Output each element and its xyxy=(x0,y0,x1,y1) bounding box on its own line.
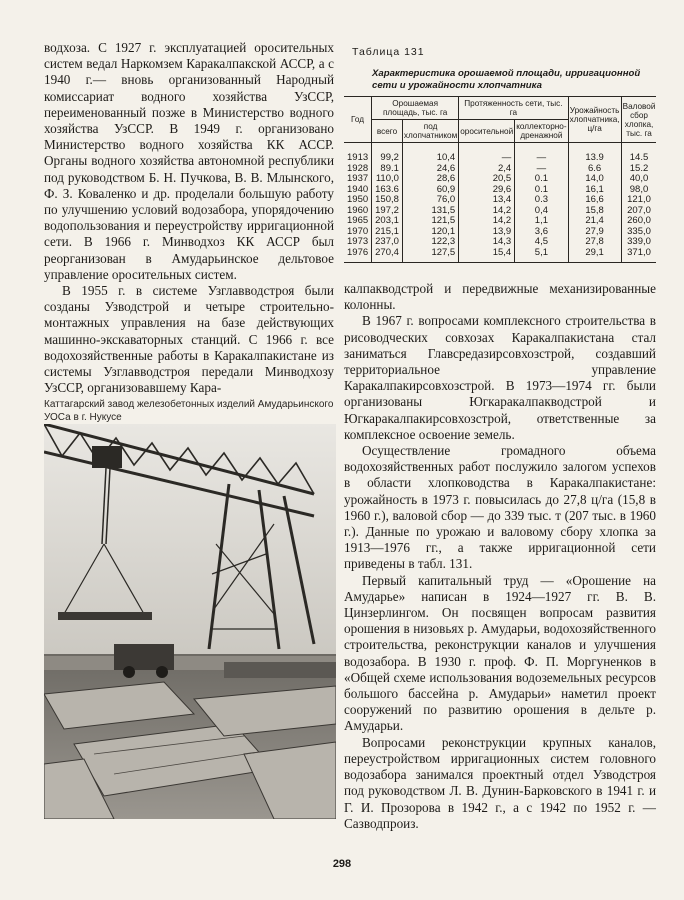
right-text-column xyxy=(344,281,656,832)
cell-gross: 335,0 xyxy=(621,227,656,238)
header-yield: Урожайность хлопчатника, ц/га xyxy=(568,97,621,143)
header-total: всего xyxy=(372,120,403,143)
paragraph: Осуществление громадного объема водохозяйственных работ послужило залогом успехов в области хлопководства в Каракалпакистане: урожайность в 1973 г. повысилась до 27,8 ц/га (15,8 в 1960 г.), валовой сбор — до 339 тыс. т (207 тыс. в 1960 г.). Данные по урожаю и валовому сбору хлопка за 1913—1976 гг., а также ирригационной сети приведены в табл. 131. xyxy=(344,443,656,572)
header-drainage: коллекторно-дренажной xyxy=(515,120,568,143)
cell-total: 203,1 xyxy=(372,216,403,227)
cell-yield: 16,1 xyxy=(568,185,621,196)
cell-year: 1928 xyxy=(344,164,372,175)
page-number: 298 xyxy=(332,858,352,870)
cell-irrigation: 13,4 xyxy=(459,195,515,206)
cell-under-cotton: 24,6 xyxy=(402,164,458,175)
cell-drainage: 4,5 xyxy=(515,237,568,248)
paragraph: Вопросами реконструкции крупных каналов, переустройством ирригационных систем головного водозабора занимался проектный отдел Узводстроя под руководством Л. В. Дунин-Барковского в 1941 г. и Г. И. Прозорова в 1942 г., а с 1942 по 1952 г. — Сазводпроиз. xyxy=(344,734,656,831)
paragraph: калпакводстрой и передвижные механизированные колонны. xyxy=(344,281,656,313)
cell-yield: 27,9 xyxy=(568,227,621,238)
cell-total: 197,2 xyxy=(372,206,403,217)
header-year: Год xyxy=(344,97,372,143)
cell-total: 150,8 xyxy=(372,195,403,206)
cell-year: 1965 xyxy=(344,216,372,227)
cell-irrigation: 14,2 xyxy=(459,206,515,217)
cell-irrigation: — xyxy=(459,143,515,164)
paragraph: Первый капитальный труд — «Орошение на Амударье» написан в 1924—1927 гг. В. В. Цинзерлингом. Он посвящен вопросам развития орошения в низовьях р. Амударьи, водохозяйственного строительства, реконструкции каналов и улучшения водозабора. В 1930 г. проф. Ф. П. Моргуненков в «Общей схеме использования водоземельных ресурсов большого бассейна р. Амударьи» наметил проект сооружений по развитию орошения в дельте р. Амударьи. xyxy=(344,572,656,734)
cell-yield: 6.6 xyxy=(568,164,621,175)
table-body xyxy=(344,143,656,263)
cell-year: 1976 xyxy=(344,248,372,263)
cell-yield: 29,1 xyxy=(568,248,621,263)
gantry-crane-photo xyxy=(44,424,336,819)
photo-caption: Каттагарский завод железобетонных изделий Амударьинского УОСа в г. Нукусе xyxy=(44,399,334,423)
paragraph: В 1955 г. в системе Узглавводстроя были созданы Узводстрой и четыре строительно-монтажных управления на базе действующих машинно-экскаваторных станций. С 1966 г. все водохозяйственные работы в Каракалпакистане из системы Узглавводстроя передали Минводхозу УзССР, организовавшему Кара- xyxy=(44,283,334,396)
table-row xyxy=(344,216,656,227)
cell-irrigation: 14,2 xyxy=(459,216,515,227)
left-text-column xyxy=(44,40,334,396)
table-row xyxy=(344,237,656,248)
table-row xyxy=(344,195,656,206)
cell-yield: 14,0 xyxy=(568,174,621,185)
right-column xyxy=(344,40,656,832)
cell-year: 1913 xyxy=(344,143,372,164)
header-gross: Валовой сбор хлопка, тыс. га xyxy=(621,97,656,143)
cell-drainage: 3,6 xyxy=(515,227,568,238)
cell-irrigation: 13,9 xyxy=(459,227,515,238)
cell-under-cotton: 120,1 xyxy=(402,227,458,238)
header-network-length: Протяженность сети, тыс. га xyxy=(459,97,568,120)
cell-year: 1973 xyxy=(344,237,372,248)
cell-yield: 13.9 xyxy=(568,143,621,164)
header-irrigation: оросительной xyxy=(459,120,515,143)
cell-gross: 371,0 xyxy=(621,248,656,263)
paragraph: В 1967 г. вопросами комплексного строительства в рисоводческих совхозах Каракалпакистана стал заниматься Главсредазирсовхозстрой, создавший территориальное управление Каракалпакирсовхозстрой. В 1973—1974 гг. были организованы Югкаракалпакводстрой и Югкаракалпакирсовхозстрой, ответственные за комплексное освоение земель. xyxy=(344,313,656,442)
cell-total: 215,1 xyxy=(372,227,403,238)
cell-year: 1960 xyxy=(344,206,372,217)
cell-irrigation: 15,4 xyxy=(459,248,515,263)
cell-drainage: 5,1 xyxy=(515,248,568,263)
cell-under-cotton: 127,5 xyxy=(402,248,458,263)
cell-under-cotton: 60,9 xyxy=(402,185,458,196)
cell-drainage: — xyxy=(515,164,568,175)
cell-irrigation: 29,6 xyxy=(459,185,515,196)
header-irrigated-area: Орошаемая площадь, тыс. га xyxy=(372,97,459,120)
cell-gross: 339,0 xyxy=(621,237,656,248)
cell-total: 110,0 xyxy=(372,174,403,185)
cell-year: 1970 xyxy=(344,227,372,238)
cell-gross: 40,0 xyxy=(621,174,656,185)
irrigation-table xyxy=(344,96,656,263)
cell-total: 237,0 xyxy=(372,237,403,248)
header-under-cotton: под хлопчатником xyxy=(402,120,458,143)
table-row xyxy=(344,174,656,185)
cell-total: 163.6 xyxy=(372,185,403,196)
cell-under-cotton: 28,6 xyxy=(402,174,458,185)
table-row xyxy=(344,248,656,263)
cell-gross: 98,0 xyxy=(621,185,656,196)
photo-illustration xyxy=(44,424,336,819)
cell-under-cotton: 121,5 xyxy=(402,216,458,227)
cell-irrigation: 2,4 xyxy=(459,164,515,175)
cell-gross: 121,0 xyxy=(621,195,656,206)
cell-under-cotton: 122,3 xyxy=(402,237,458,248)
table-title: Таблица 131 xyxy=(352,46,425,58)
cell-yield: 15,8 xyxy=(568,206,621,217)
cell-under-cotton: 131,5 xyxy=(402,206,458,217)
paragraph: водхоза. С 1927 г. эксплуатацией оросительных систем ведал Наркомзем Каракалпакской АССР, а с 1940 г.— вновь организованный Народный комиссариат водного хозяйства УзССР, переименованный позже в Министерство водного хозяйства УзССР. В 1949 г. организовано Министерство водного хозяйства КК АССР. Органы водного хозяйства автономной республики под руководством Б. Н. Пучкова, В. В. Млынского, Ф. З. Коваленко и др. проделали большую работу по улучшению условий водозабора, упорядочению водопользования и переустройству ирригационной сети. В 1966 г. Минводхоз КК АССР был реорганизован в Амударьинское дельтовое управление оросительных систем. xyxy=(44,40,334,282)
cell-under-cotton: 10,4 xyxy=(402,143,458,164)
cell-irrigation: 20,5 xyxy=(459,174,515,185)
cell-gross: 260,0 xyxy=(621,216,656,227)
cell-total: 270,4 xyxy=(372,248,403,263)
cell-total: 89.1 xyxy=(372,164,403,175)
table-row xyxy=(344,143,656,164)
cell-drainage: 0.1 xyxy=(515,185,568,196)
cell-yield: 21,4 xyxy=(568,216,621,227)
cell-year: 1950 xyxy=(344,195,372,206)
cell-gross: 14.5 xyxy=(621,143,656,164)
cell-yield: 27,8 xyxy=(568,237,621,248)
cell-drainage: 1,1 xyxy=(515,216,568,227)
cell-drainage: — xyxy=(515,143,568,164)
cell-year: 1937 xyxy=(344,174,372,185)
cell-drainage: 0.3 xyxy=(515,195,568,206)
cell-under-cotton: 76,0 xyxy=(402,195,458,206)
cell-irrigation: 14,3 xyxy=(459,237,515,248)
cell-drainage: 0,4 xyxy=(515,206,568,217)
cell-yield: 16,6 xyxy=(568,195,621,206)
table-caption: Характеристика орошаемой площади, ирригационной сети и урожайности хлопчатника xyxy=(372,68,641,91)
cell-year: 1940 xyxy=(344,185,372,196)
cell-gross: 15.2 xyxy=(621,164,656,175)
cell-drainage: 0.1 xyxy=(515,174,568,185)
cell-total: 99,2 xyxy=(372,143,403,164)
cell-gross: 207,0 xyxy=(621,206,656,217)
